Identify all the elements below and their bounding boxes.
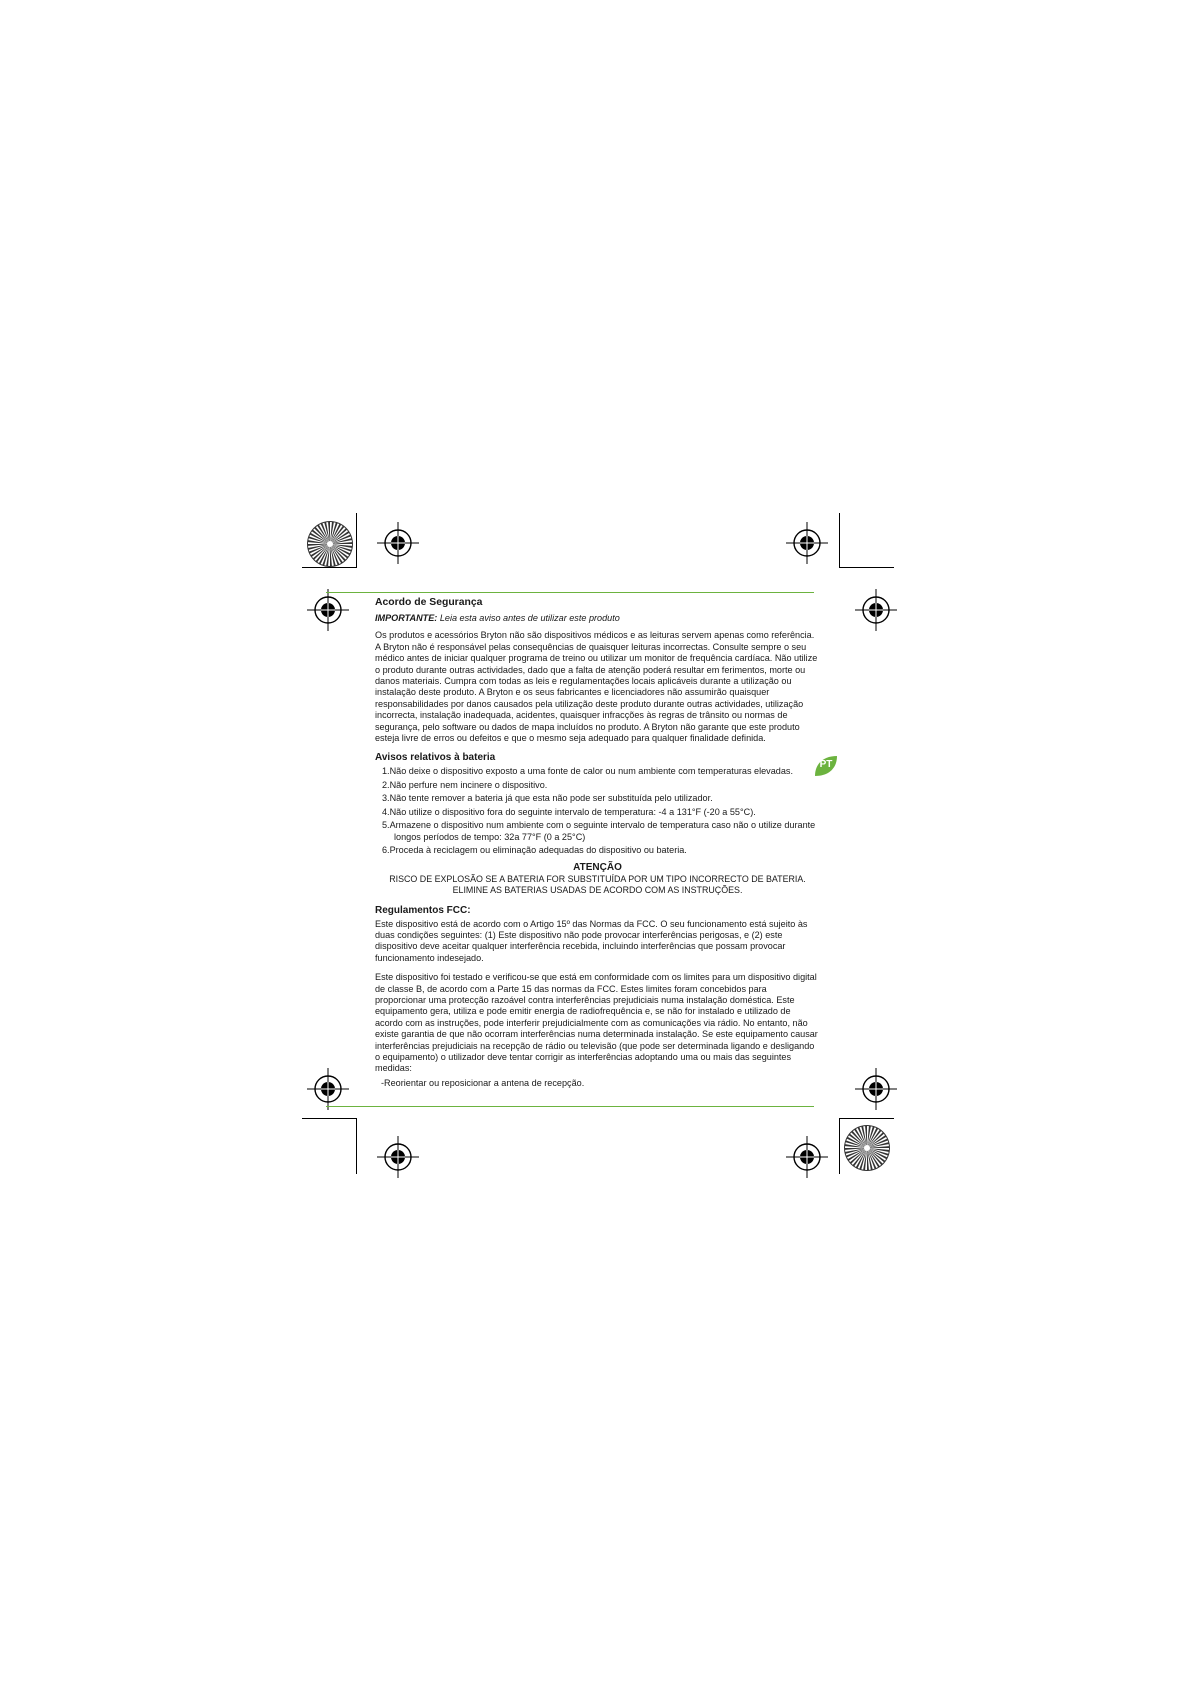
safety-body: Os produtos e acessórios Bryton não são dispositivos médicos e as leituras servem apenas como referência. A Bryton não é responsável pelas consequências de quaisquer leituras incorrectas. Consulte sempre o seu médico antes de iniciar qualquer programa de treino ou utilizar um monitor de frequência cardíaca. Não utilize o produto durante outras actividades, dado que a falta de atenção poderá resultar em ferimentos, morte ou danos materiais. Cumpra com todas as leis e regulamentações locais aplicáveis durante a utilização ou instalação deste produto. A Bryton e os seus fabricantes e licenciadores não assumirão quaisquer responsabilidades por danos causados pela utilização deste produto durante outras actividades, utilização incorrecta, instalação inadequada, acidentes, quaisquer infracções às regras de trânsito ou normas de segurança, pelo software ou dados de mapa incluídos no produto. A Bryton não garante que este produto esteja livre de erros ou defeitos e que o mesmo seja adequado para qualquer finalidade definida. bbox=[375, 630, 818, 744]
list-item: 1.Não deixe o dispositivo exposto a uma fonte de calor ou num ambiente com temperaturas elevadas. bbox=[382, 766, 793, 777]
list-item: 2.Não perfure nem incinere o dispositivo. bbox=[382, 779, 548, 790]
registration-mark-icon bbox=[376, 521, 420, 565]
crop-mark bbox=[839, 513, 840, 567]
registration-mark-icon bbox=[785, 521, 829, 565]
registration-mark-icon bbox=[376, 1135, 420, 1179]
registration-mark-icon bbox=[785, 1135, 829, 1179]
crop-mark bbox=[839, 567, 894, 568]
top-green-rule bbox=[326, 592, 814, 593]
list-item: 5.Armazene o dispositivo num ambiente com o seguinte intervalo de temperatura caso não o utilize durante longos períodos de tempo: 32a 77°F (0 a 25°C) bbox=[382, 820, 816, 842]
battery-list bbox=[375, 766, 820, 856]
safety-title: Acordo de Segurança bbox=[375, 597, 483, 608]
language-tab-label: PT bbox=[819, 759, 833, 770]
crop-mark bbox=[302, 1118, 357, 1119]
bottom-green-rule bbox=[326, 1106, 814, 1107]
warning-block bbox=[375, 862, 820, 895]
list-item: 3.Não tente remover a bateria já que esta não pode ser substituída pelo utilizador. bbox=[382, 793, 713, 804]
crop-mark bbox=[839, 1118, 894, 1119]
safety-content bbox=[375, 596, 820, 1089]
important-text: Leia esta aviso antes de utilizar este produto bbox=[437, 613, 620, 623]
fcc-paragraph-1: Este dispositivo está de acordo com o Artigo 15º das Normas da FCC. O seu funcionamento está sujeito às duas condições seguintes: (1) Este dispositivo não pode provocar interferências perigosas, e (2) este dispositivo deve aceitar qualquer interferência recebida, incluindo interferências que possam provocar funcionamento indesejado. bbox=[375, 918, 808, 963]
important-note bbox=[375, 613, 820, 624]
list-item: 6.Proceda à reciclagem ou eliminação adequadas do dispositivo ou bateria. bbox=[382, 844, 687, 855]
battery-title: Avisos relativos à bateria bbox=[375, 752, 496, 764]
list-item: 4.Não utilize o dispositivo fora do seguinte intervalo de temperatura: -4 a 131°F (-20 a 55°C). bbox=[382, 806, 756, 817]
warning-title: ATENÇÃO bbox=[573, 862, 622, 874]
registration-mark-icon bbox=[306, 1067, 350, 1111]
registration-mark-icon bbox=[306, 588, 350, 632]
crop-mark bbox=[839, 1118, 840, 1174]
star-target-icon bbox=[843, 1124, 891, 1172]
fcc-bullet: -Reorientar ou reposicionar a antena de recepção. bbox=[381, 1077, 585, 1088]
warning-line-1: RISCO DE EXPLOSÃO SE A BATERIA FOR SUBSTITUÍDA POR UM TIPO INCORRECTO DE BATERIA. bbox=[389, 874, 806, 885]
crop-mark bbox=[356, 1118, 357, 1174]
fcc-title: Regulamentos FCC: bbox=[375, 904, 471, 916]
important-label: IMPORTANTE: bbox=[375, 613, 438, 623]
warning-line-2: ELIMINE AS BATERIAS USADAS DE ACORDO COM AS INSTRUÇÕES. bbox=[452, 884, 743, 895]
fcc-paragraph-2: Este dispositivo foi testado e verificou-se que está em conformidade com os limites para um dispositivo digital de classe B, de acordo com a Parte 15 das normas da FCC. Estes limites foram concebidos para proporcionar uma protecção razoável contra interferências prejudiciais numa instalação doméstica. Este equipamento gera, utiliza e pode emitir energia de radiofrequência e, se não for instalado e utilizado de acordo com as instruções, pode interferir prejudicialmente com as comunicações via rádio. No entanto, não existe garantia de que não ocorram interferências numa determinada instalação. Se este equipamento causar interferências prejudiciais na recepção de rádio ou televisão (que pode ser determinada ligando e desligando o equipamento) o utilizador deve tentar corrigir as interferências adoptando uma ou mais das seguintes medidas: bbox=[375, 972, 818, 1074]
star-target-icon bbox=[306, 520, 354, 568]
registration-mark-icon bbox=[854, 588, 898, 632]
crop-mark bbox=[356, 513, 357, 567]
registration-mark-icon bbox=[854, 1067, 898, 1111]
